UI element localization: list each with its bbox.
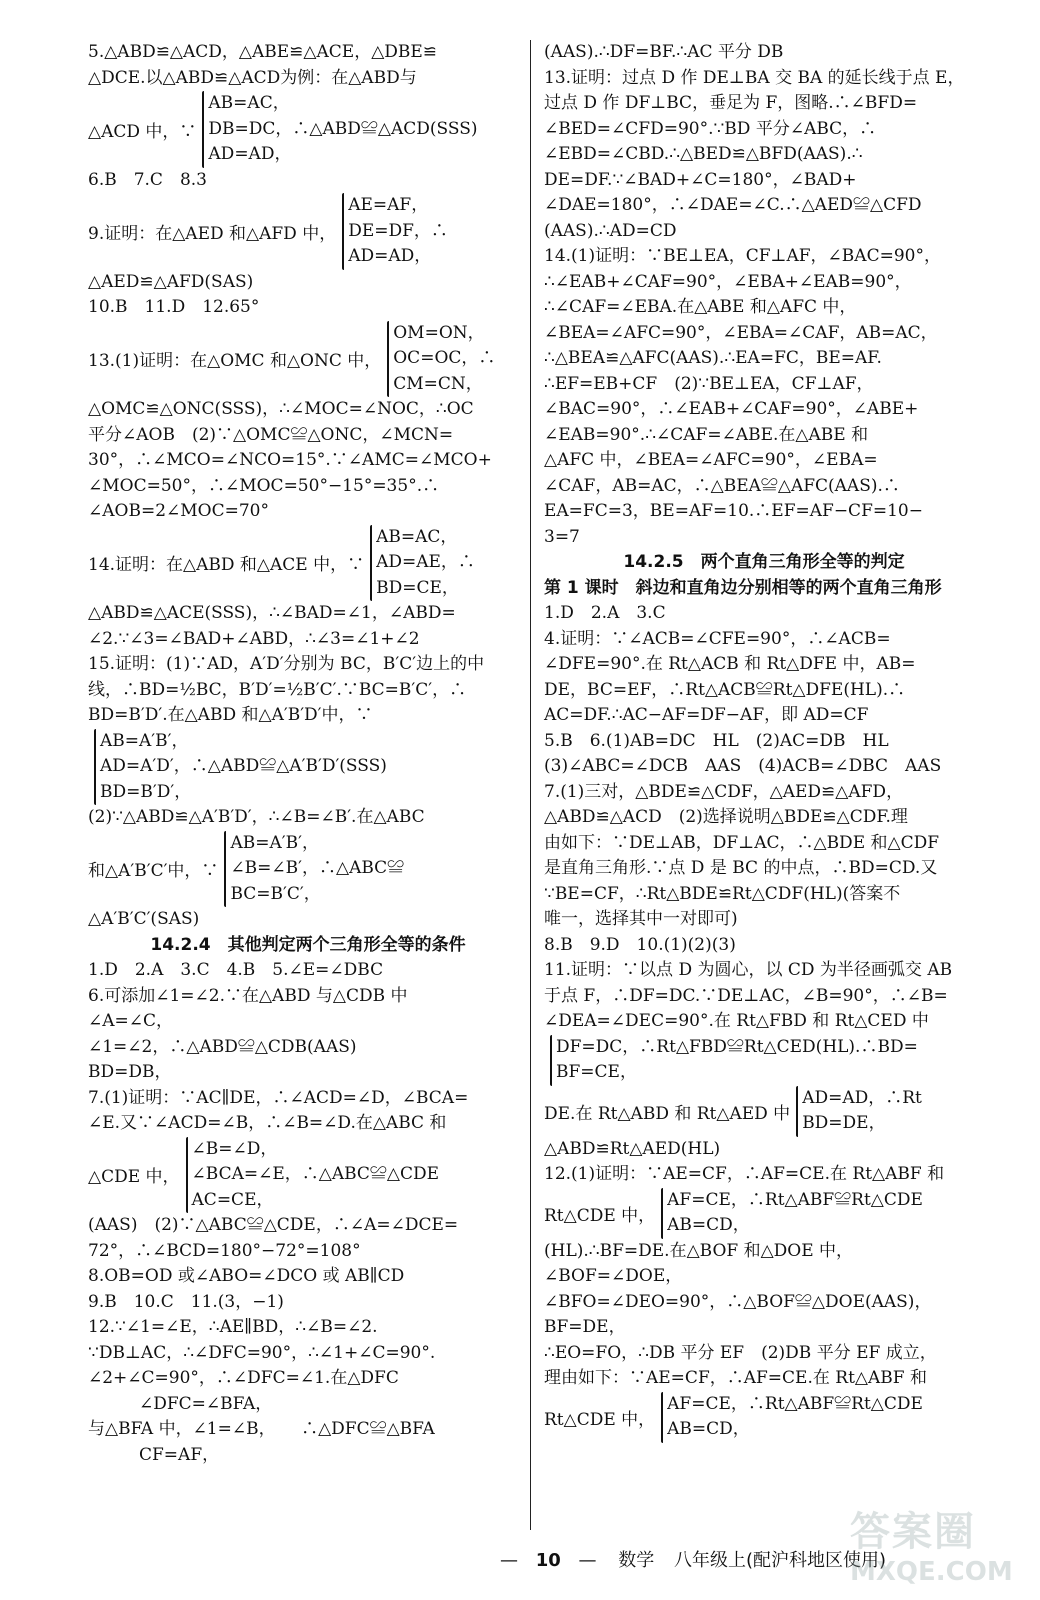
section-heading: 14.2.4 其他判定两个三角形全等的条件: [150, 934, 466, 955]
answer-line: ∠AOB=2∠MOC=70°: [88, 501, 269, 521]
answer-line: ∠E.又∵∠ACD=∠B，∴∠B=∠D.在△ABC 和: [88, 1113, 447, 1133]
answer-line: △DCE.以△ABD≌△ACD为例：在△ABD与: [88, 67, 417, 88]
answer-line: (AAS).∴DF=BF.∴AC 平分 DB: [544, 42, 784, 62]
answer-line: 是直角三角形.∵点 D 是 BC 的中点，∴BD=CD.又: [544, 858, 938, 878]
footer-subject: 数学: [618, 1550, 655, 1571]
page-number: 10: [535, 1550, 561, 1571]
answer-line: BD=B′D′.在△ABD 和△A′B′D′中，∵: [88, 705, 373, 725]
footer-dash-right: —: [578, 1550, 597, 1571]
answer-line: ∠BFO=∠DEO=90°，∴△BOF≌△DOE(AAS)，: [544, 1291, 932, 1312]
answer-line: (2)∵△ABD≌△A′B′D′，∴∠B=∠B′.在△ABC: [88, 807, 425, 827]
system-line: BD=DE，: [802, 1113, 886, 1133]
answer-line: (AAS).∴AD=CD: [544, 220, 677, 241]
answer-line: 理由如下：∵AE=CF，∴AF=CE.在 Rt△ABF 和: [544, 1368, 927, 1388]
equation-system: [88, 321, 528, 398]
system-prefix: △CDE 中，: [88, 1167, 180, 1188]
answer-line: DE，BC=EF，∴Rt△ACB≌Rt△DFE(HL).∴: [544, 679, 906, 700]
answer-line: 8.OB=OD 或∠ABO=∠DCO 或 AB∥CD: [88, 1266, 405, 1286]
answer-line: ∠CAF，AB=AC，∴△BEA≌△AFC(AAS).∴: [544, 475, 900, 496]
answer-line: 线，∴BD=½BC，B′D′=½B′C′.∵BC=B′C′，∴: [88, 679, 467, 700]
system-prefix: 13.(1)证明：在△OMC 和△ONC 中，: [88, 351, 382, 372]
answer-line: △OMC≌△ONC(SSS)，∴∠MOC=∠NOC，∴OC: [88, 399, 474, 419]
watermark-url: MXQE.COM: [850, 1557, 1013, 1587]
system-line: CM=CN，: [393, 373, 483, 394]
answer-line: BD=DB，: [88, 1062, 172, 1082]
answer-line: ∠MOC=50°，∴∠MOC=50°−15°=35°.∴: [88, 475, 440, 496]
answer-line: 12.∵∠1=∠E，∴AE∥BD，∴∠B=∠2.: [88, 1317, 378, 1337]
answer-line: 7.(1)证明：∵AC∥DE，∴∠ACD=∠D，∠BCA=: [88, 1087, 469, 1108]
lesson-heading: 第 1 课时 斜边和直角边分别相等的两个直角三角形: [544, 577, 942, 598]
brace-symbol: [387, 321, 389, 398]
system-line: AD=AE，∴: [376, 552, 475, 572]
equation-system: [88, 1137, 528, 1214]
system-line: AF=CE，∴Rt△ABF≌Rt△CDE: [667, 1393, 923, 1414]
system-line: BC=B′C′，: [230, 883, 321, 904]
brace-symbol: [550, 1035, 552, 1086]
section-heading: 14.2.5 两个直角三角形全等的判定: [623, 552, 905, 572]
footer-dash-left: —: [500, 1550, 518, 1571]
answer-line: ∴△BEA≌△AFC(AAS).∴EA=FC，BE=AF.: [544, 348, 882, 368]
equation-system: [544, 1086, 984, 1137]
answer-line: ∠DFC=∠BFA，: [88, 1393, 273, 1414]
watermark-logo: 答案圈: [850, 1509, 976, 1555]
system-line: AD=AD，∴Rt: [802, 1087, 922, 1108]
system-line: AB=AC，: [376, 526, 458, 547]
system-line: DE=DF，∴: [348, 220, 448, 241]
answer-line: 平分∠AOB (2)∵△OMC≌△ONC，∠MCN=: [88, 424, 454, 445]
brace-symbol: [661, 1188, 663, 1239]
answer-line: ∠BED=∠CFD=90°.∵BD 平分∠ABC，∴: [544, 118, 877, 139]
system-line: AC=CE，: [191, 1189, 274, 1210]
answer-line: (HL).∴BF=DE.在△BOF 和△DOE 中，: [544, 1240, 854, 1261]
system-prefix: 和△A′B′C′中，∵: [88, 861, 219, 882]
system-line: DB=DC，∴△ABD≌△ACD(SSS): [208, 118, 478, 139]
equation-system: [544, 1392, 984, 1443]
answer-line: BF=DE，: [544, 1317, 626, 1337]
equation-system: [88, 91, 528, 168]
footer-grade: 八年级上(配沪科地区使用): [674, 1550, 887, 1571]
answer-line: 14.(1)证明：∵BE⊥EA，CF⊥AF，∠BAC=90°，: [544, 246, 941, 266]
answer-line: ∠BOF=∠DOE，: [544, 1266, 683, 1286]
answer-line: ∠BAC=90°，∴∠EAB+∠CAF=90°，∠ABE+: [544, 399, 919, 419]
equation-system: [88, 831, 528, 908]
answer-line: (AAS) (2)∵△ABC≌△CDE，∴∠A=∠DCE=: [88, 1215, 459, 1235]
answer-line: △AFC 中，∠BEA=∠AFC=90°，∠EBA=: [544, 450, 878, 470]
equation-system: [544, 1188, 984, 1239]
answer-line: △A′B′C′(SAS): [88, 909, 200, 929]
answer-line: 与△BFA 中，∠1=∠B， ∴△DFC≌△BFA: [88, 1419, 435, 1439]
answer-line: △ABD≌△ACE(SSS)，∴∠BAD=∠1，∠ABD=: [88, 603, 456, 623]
brace-symbol: [224, 831, 226, 908]
system-line: AF=CE，∴Rt△ABF≌Rt△CDE: [667, 1189, 923, 1210]
system-line: AD=AD，: [348, 246, 432, 266]
answer-line: 13.证明：过点 D 作 DE⊥BA 交 BA 的延长线于点 E，: [544, 67, 965, 88]
answer-line: ∠EBD=∠CBD.∴△BED≌△BFD(AAS).∴: [544, 144, 863, 164]
answer-line: ∴∠CAF=∠EBA.在△ABE 和△AFC 中，: [544, 297, 857, 317]
system-line: OM=ON，: [393, 322, 485, 343]
answer-line: AC=DF.∴AC−AF=DF−AF，即 AD=CF: [544, 705, 869, 725]
answer-line: △AED≌△AFD(SAS): [88, 271, 254, 292]
answer-line: 唯一，选择其中一对即可): [544, 909, 738, 929]
answer-line: 于点 F，∴DF=DC.∵DE⊥AC，∠B=90°，∴∠B=: [544, 985, 948, 1006]
system-line: BD=CE，: [376, 577, 459, 598]
brace-symbol: [202, 91, 204, 168]
brace-symbol: [342, 193, 344, 270]
system-line: AD=A′D′，∴△ABD≌△A′B′D′(SSS): [100, 756, 387, 776]
answer-line: 15.证明：(1)∵AD，A′D′分别为 BC，B′C′边上的中: [88, 654, 485, 674]
answer-line: 由如下：∵DE⊥AB，DF⊥AC，∴△BDE 和△CDF: [544, 832, 940, 853]
answer-line: 3=7: [544, 526, 580, 547]
answer-line: △ABD≌Rt△AED(HL): [544, 1138, 721, 1159]
answer-line: ∠DFE=90°.在 Rt△ACB 和 Rt△DFE 中，AB=: [544, 654, 916, 674]
answer-line: 30°，∴∠MCO=∠NCO=15°.∵∠AMC=∠MCO+: [88, 450, 492, 470]
answer-line: ∠DAE=180°，∴∠DAE=∠C.∴△AED≌△CFD: [544, 195, 922, 215]
equation-system: [88, 729, 528, 806]
system-line: AB=AC，: [208, 93, 290, 113]
system-prefix: 14.证明：在△ABD 和△ACE 中，∵: [88, 555, 365, 576]
system-line: BF=CE，: [556, 1062, 637, 1082]
answer-line: ∠2+∠C=90°，∴∠DFC=∠1.在△DFC: [88, 1368, 399, 1388]
left-column: [88, 40, 528, 1468]
system-line: AB=A′B′，: [230, 832, 319, 853]
answer-line: 6.B 7.C 8.3: [88, 169, 207, 190]
system-line: ∠BCA=∠E，∴△ABC≌△CDE: [191, 1164, 440, 1184]
answer-line: ∵BE=CF，∴Rt△BDE≌Rt△CDF(HL)(答案不: [544, 883, 901, 904]
equation-system: [544, 1035, 984, 1086]
answer-line: 5.△ABD≌△ACD，△ABE≌△ACE，△DBE≌: [88, 42, 438, 62]
system-prefix: 9.证明：在△AED 和△AFD 中，: [88, 223, 337, 244]
watermark: [850, 1500, 1013, 1590]
answer-line: 1.D 2.A 3.C: [544, 603, 666, 623]
answer-line: 5.B 6.(1)AB=DC HL (2)AC=DB HL: [544, 730, 889, 751]
answer-line: CF=AF，: [88, 1444, 220, 1465]
answer-line: ∠BEA=∠AFC=90°，∠EBA=∠CAF，AB=AC，: [544, 322, 938, 343]
answer-line: 11.证明：∵以点 D 为圆心，以 CD 为半径画弧交 AB: [544, 960, 953, 980]
answer-line: 9.B 10.C 11.(3，−1): [88, 1291, 284, 1312]
answer-line: 1.D 2.A 3.C 4.B 5.∠E=∠DBC: [88, 960, 384, 980]
answer-line: ∠EAB=90°.∴∠CAF=∠ABE.在△ABE 和: [544, 424, 869, 445]
answer-line: 6.可添加∠1=∠2.∵在△ABD 与△CDB 中: [88, 985, 408, 1006]
system-line: AB=CD，: [667, 1215, 750, 1235]
system-prefix: DE.在 Rt△ABD 和 Rt△AED 中: [544, 1103, 791, 1124]
system-line: AE=AF，: [348, 195, 429, 215]
answer-line: ∴∠EAB+∠CAF=90°，∠EBA+∠EAB=90°，: [544, 271, 912, 292]
answer-line: ∠DEA=∠DEC=90°.在 Rt△FBD 和 Rt△CED 中: [544, 1011, 929, 1031]
system-prefix: Rt△CDE 中，: [544, 1409, 656, 1430]
answer-line: ∴EO=FO，∴DB 平分 EF (2)DB 平分 EF 成立，: [544, 1342, 937, 1363]
system-line: AB=A′B′，: [100, 730, 189, 751]
right-column: [544, 40, 984, 1443]
answer-line: 72°，∴∠BCD=180°−72°=108°: [88, 1240, 361, 1261]
system-line: DF=DC，∴Rt△FBD≌Rt△CED(HL).∴BD=: [556, 1036, 918, 1057]
answer-line: ∴EF=EB+CF (2)∵BE⊥EA，CF⊥AF，: [544, 373, 874, 394]
system-line: ∠B=∠B′，∴△ABC≌: [230, 858, 405, 878]
brace-symbol: [370, 525, 372, 602]
system-prefix: Rt△CDE 中，: [544, 1205, 656, 1226]
answer-line: 12.(1)证明：∵AE=CF，∴AF=CE.在 Rt△ABF 和: [544, 1164, 945, 1184]
system-prefix: △ACD 中，∵: [88, 121, 197, 142]
system-line: ∠B=∠D，: [191, 1138, 278, 1159]
brace-symbol: [94, 729, 96, 806]
answer-line: ∠A=∠C，: [88, 1011, 174, 1031]
answer-line: ∵DB⊥AC，∴∠DFC=90°，∴∠1+∠C=90°.: [88, 1342, 436, 1363]
system-line: BD=B′D′，: [100, 781, 192, 802]
column-divider: [530, 40, 531, 1530]
answer-line: (3)∠ABC=∠DCB AAS (4)ACB=∠DBC AAS: [544, 756, 942, 776]
answer-line: △ABD≌△ACD (2)选择说明△BDE≌△CDF.理: [544, 807, 908, 827]
answer-line: DE=DF.∵∠BAD+∠C=180°，∠BAD+: [544, 169, 857, 190]
equation-system: [88, 525, 528, 602]
system-line: OC=OC，∴: [393, 348, 496, 368]
answer-line: ∠2.∵∠3=∠BAD+∠ABD，∴∠3=∠1+∠2: [88, 628, 420, 649]
brace-symbol: [661, 1392, 663, 1443]
answer-line: ∠1=∠2，∴△ABD≌△CDB(AAS): [88, 1036, 357, 1057]
answer-line: EA=FC=3，BE=AF=10.∴EF=AF−CF=10−: [544, 501, 923, 521]
answer-line: 10.B 11.D 12.65°: [88, 297, 260, 317]
answer-line: 4.证明：∵∠ACB=∠CFE=90°，∴∠ACB=: [544, 628, 891, 649]
page-footer: [500, 1546, 886, 1572]
system-line: AD=AD，: [208, 144, 292, 164]
answer-line: 过点 D 作 DF⊥BC，垂足为 F，图略.∴∠BFD=: [544, 93, 918, 113]
answer-line: 7.(1)三对，△BDE≌△CDF，△AED≌△AFD，: [544, 781, 904, 802]
answer-line: 8.B 9.D 10.(1)(2)(3): [544, 934, 736, 955]
brace-symbol: [796, 1086, 798, 1137]
system-line: AB=CD，: [667, 1419, 750, 1439]
equation-system: [88, 193, 528, 270]
brace-symbol: [186, 1137, 188, 1214]
